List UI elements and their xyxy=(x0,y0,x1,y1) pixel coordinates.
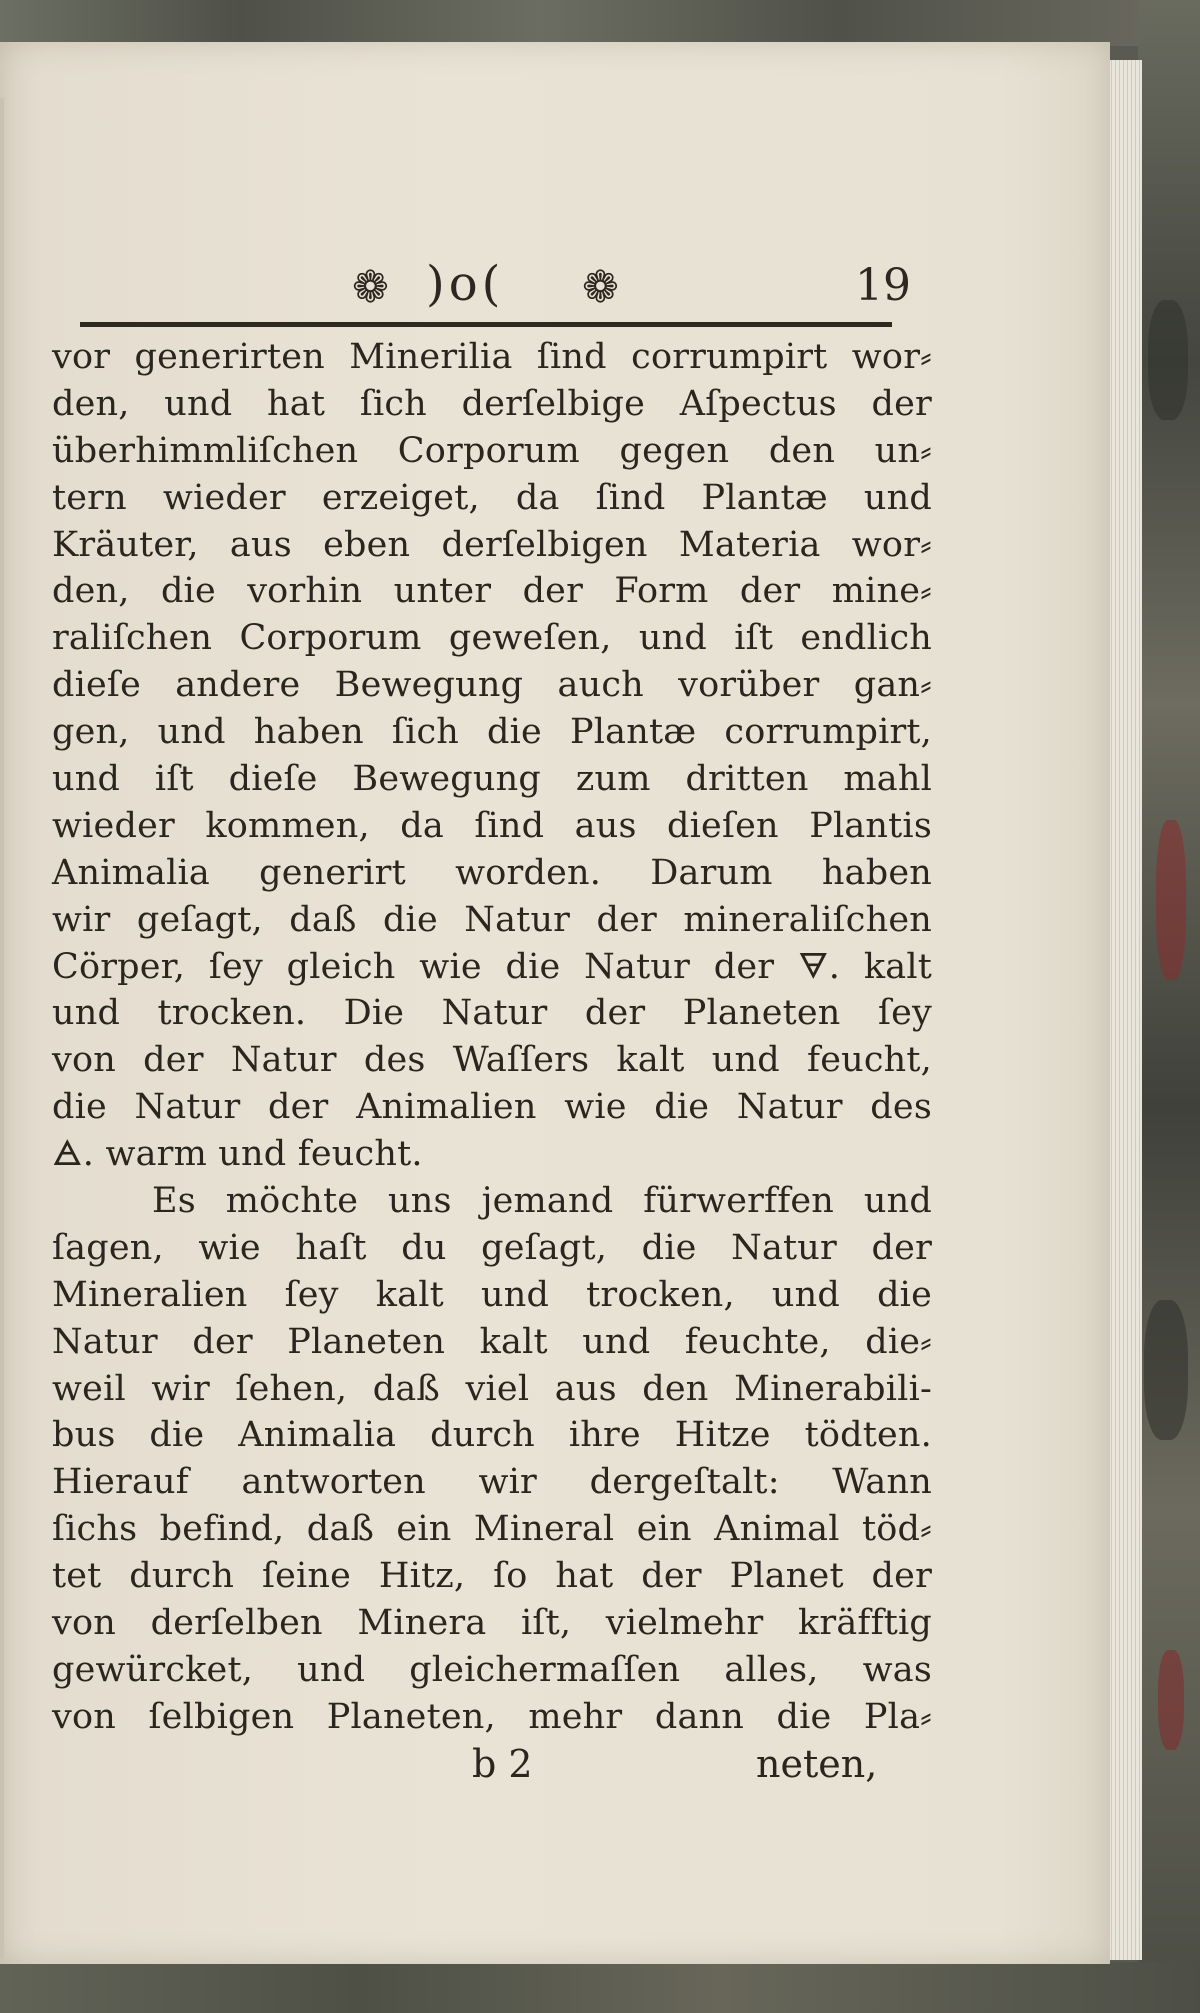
text-line: dieſe andere Bewegung auch vorüber gan⸗ xyxy=(52,665,932,706)
page-edges xyxy=(1108,60,1142,1960)
text-line: ſagen, wie haſt du geſagt, die Natur der xyxy=(52,1227,932,1268)
marbled-cover-top xyxy=(0,0,1200,46)
text-line: wir geſagt, daß die Natur der mineraliſchen xyxy=(52,899,932,940)
catchword: neten, xyxy=(756,1742,878,1786)
text-line: gen, und haben ſich die Plantæ corrumpirt, xyxy=(52,712,932,753)
text-line: Kräuter, aus eben derſelbigen Materia wor⸗ xyxy=(52,524,932,565)
running-head-brackets: )o( xyxy=(426,256,505,312)
text-line: gewürcket, und gleichermaſſen alles, was xyxy=(52,1649,932,1690)
text-line: Natur der Planeten kalt und feuchte, die⸗ xyxy=(52,1321,932,1362)
page-number: 19 xyxy=(855,260,911,311)
text-line: bus die Animalia durch ihre Hitze tödten. xyxy=(52,1415,932,1456)
marbled-cover-bottom xyxy=(0,1962,1200,2013)
header-rule xyxy=(80,322,892,327)
text-line: Hierauf antworten wir dergeſtalt: Wann xyxy=(52,1462,932,1503)
text-line: Animalia generirt worden. Darum haben xyxy=(52,852,932,893)
signature-mark: b 2 xyxy=(472,1742,533,1786)
text-line: vor generirten Minerilia ſind corrumpirt wor⸗ xyxy=(52,337,932,377)
ornament-right-icon: ❁ xyxy=(582,262,619,313)
book-page xyxy=(0,42,1110,1964)
marbled-cover-right xyxy=(1138,0,1200,2013)
text-line: von der Natur des Waſſers kalt und feucht, xyxy=(52,1040,932,1081)
text-line-paragraph-start: Es möchte uns jemand fürwerffen und xyxy=(152,1181,932,1222)
text-line: den, die vorhin unter der Form der mine⸗ xyxy=(52,571,932,612)
text-line: von derſelben Minera iſt, vielmehr kräfftig xyxy=(52,1603,932,1644)
text-line: tern wieder erzeiget, da ſind Plantæ und xyxy=(52,477,932,518)
ornament-left-icon: ❁ xyxy=(352,262,389,313)
text-line: den, und hat ſich derſelbige Aſpectus der xyxy=(52,383,932,424)
text-line: und trocken. Die Natur der Planeten ſey xyxy=(52,993,932,1034)
text-line: die Natur der Animalien wie die Natur des xyxy=(52,1087,932,1128)
text-line: wieder kommen, da ſind aus dieſen Plantis xyxy=(52,805,932,846)
text-line-paragraph-end: 🜁. warm und feucht. xyxy=(52,1134,423,1175)
text-line: Cörper, ſey gleich wie die Natur der 🜃. kalt xyxy=(52,946,932,987)
text-line: weil wir ſehen, daß viel aus den Minerabili- xyxy=(52,1368,932,1409)
text-line: ſichs befind, daß ein Mineral ein Animal töd⸗ xyxy=(52,1509,932,1550)
text-line: von ſelbigen Planeten, mehr dann die Pla⸗ xyxy=(52,1696,932,1737)
text-line: raliſchen Corporum geweſen, und iſt endlich xyxy=(52,618,932,659)
body-text xyxy=(52,334,932,1741)
text-line: und iſt dieſe Bewegung zum dritten mahl xyxy=(52,759,932,800)
running-head xyxy=(330,232,911,322)
text-line: überhimmliſchen Corporum gegen den un⸗ xyxy=(52,430,932,471)
gutter-shadow xyxy=(0,98,4,1958)
text-line: Mineralien ſey kalt und trocken, und die xyxy=(52,1274,932,1315)
text-line: tet durch ſeine Hitz, ſo hat der Planet der xyxy=(52,1556,932,1597)
